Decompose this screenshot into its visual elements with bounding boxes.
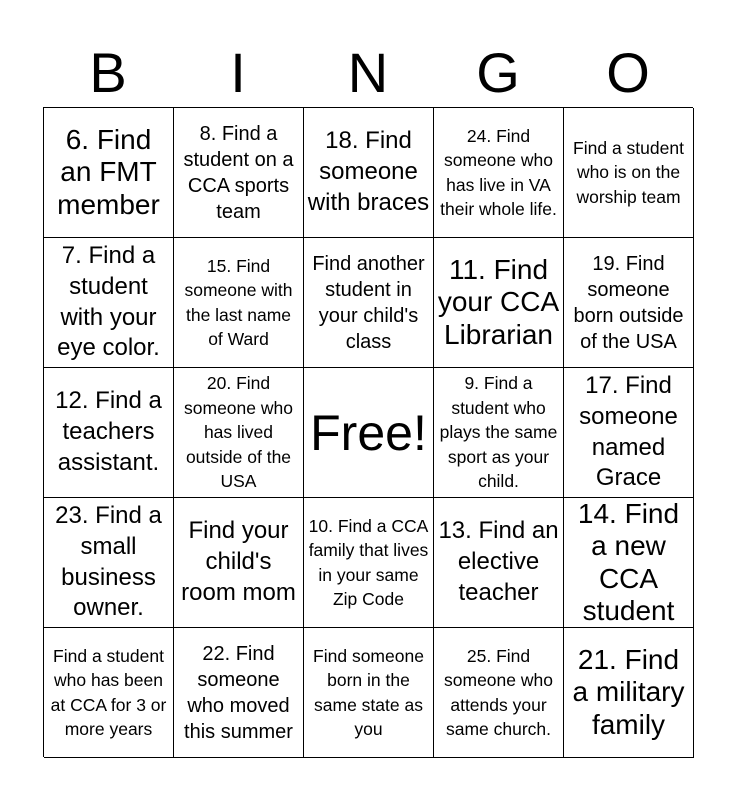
bingo-cell: 14. Find a new CCA student [564,498,694,628]
bingo-cell: 13. Find an elective teacher [434,498,564,628]
free-space: Free! [304,368,434,498]
bingo-cell: 18. Find someone with braces [304,108,434,238]
header-letter-b: B [89,41,127,104]
bingo-cell: 17. Find someone named Grace [564,368,694,498]
bingo-cell: 22. Find someone who moved this summer [174,628,304,758]
bingo-cell: 8. Find a student on a CCA sports team [174,108,304,238]
bingo-cell: Find a student who is on the worship team [564,108,694,238]
bingo-cell: 12. Find a teachers assistant. [44,368,174,498]
bingo-cell: 9. Find a student who plays the same sport as your child. [434,368,564,498]
bingo-cell: 23. Find a small business owner. [44,498,174,628]
bingo-cell: 7. Find a student with your eye color. [44,238,174,368]
bingo-cell: Find a student who has been at CCA for 3 or more years [44,628,174,758]
header-letter-o: O [606,41,650,104]
bingo-cell: 6. Find an FMT member [44,108,174,238]
bingo-cell: 11. Find your CCA Librarian [434,238,564,368]
bingo-cell: 19. Find someone born outside of the USA [564,238,694,368]
bingo-cell: 20. Find someone who has lived outside of the USA [174,368,304,498]
bingo-cell: Find another student in your child's class [304,238,434,368]
bingo-cell: 21. Find a military family [564,628,694,758]
header-letter-n: N [347,41,389,104]
bingo-cell: 10. Find a CCA family that lives in your same Zip Code [304,498,434,628]
header-letter-g: G [476,41,520,104]
bingo-cell: Find someone born in the same state as you [304,628,434,758]
bingo-cell: 15. Find someone with the last name of Ward [174,238,304,368]
bingo-cell: Find your child's room mom [174,498,304,628]
bingo-cell: 25. Find someone who attends your same church. [434,628,564,758]
bingo-header [43,40,693,106]
header-letter-i: I [230,41,246,104]
bingo-grid [43,107,693,757]
bingo-cell: 24. Find someone who has live in VA their whole life. [434,108,564,238]
